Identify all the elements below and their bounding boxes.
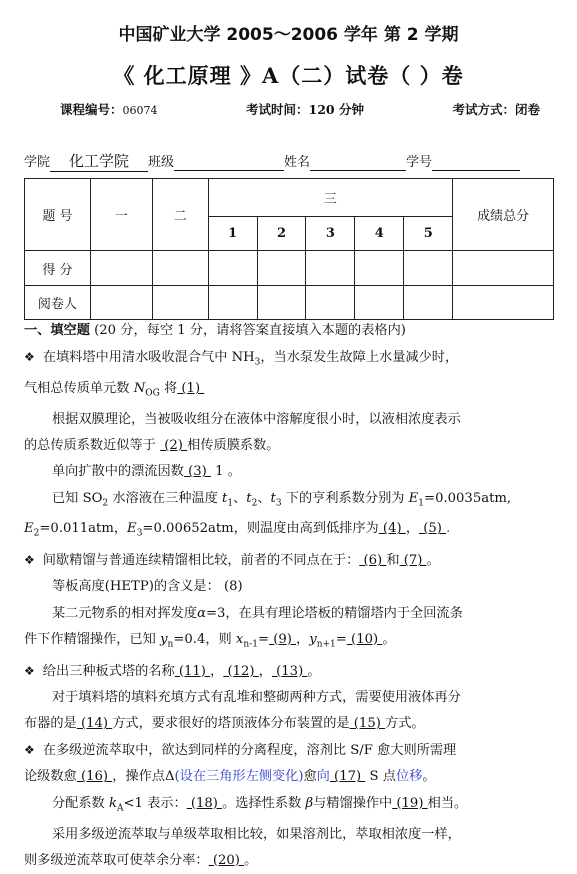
question-paragraph: 采用多级逆流萃取与单级萃取相比较，如果溶剂比，萃取相浓度一样， <box>52 826 461 842</box>
exam-title: 《 化工原理 》A（二）试卷（ ）卷 <box>113 63 464 88</box>
class-field[interactable] <box>174 155 284 171</box>
question-number-label: 题 号 <box>25 179 91 251</box>
score-table <box>24 178 554 320</box>
question-paragraph: 已知 $SO_2$ 水溶液在三种温度 $t_1$、$t_2$、$t_3$ 下的亨利系数分别为 $E_1=0.0035atm$, <box>52 490 512 509</box>
score-cell[interactable] <box>404 251 453 286</box>
grader-row-label: 阅卷人 <box>25 286 91 320</box>
question-paragraph: 某二元物系的相对挥发度α=3，在具有理论塔板的精馏塔内于全回流条 <box>52 605 463 621</box>
question-paragraph: 分配系数 $k_A<1$ 表示： (18) 。选择性系数 β与精馏操作中 (19) 相当。 <box>52 795 468 814</box>
score-cell[interactable] <box>90 251 152 286</box>
exam-time: 考试时间：120 分钟 <box>246 102 364 117</box>
question-paragraph: 的总传质系数近似等于 (2) 相传质膜系数。 <box>24 438 280 454</box>
question-paragraph: 则多级逆流萃取可使萃余分率： (20) 。 <box>24 852 258 868</box>
section-heading: 一、填空题 (20 分，每空 1 分，请将答案直接填入本题的表格内) <box>24 323 406 338</box>
score-cell[interactable] <box>257 251 306 286</box>
score-cell[interactable] <box>453 251 554 286</box>
question-paragraph: ❖ 在填料塔中用清水吸收混合气中 $NH_3$，当水泵发生故障上水量减少时， <box>24 350 459 368</box>
question-paragraph: 布器的是 (14) 方式，要求很好的塔顶液体分布装置的是 (15) 方式。 <box>24 716 425 732</box>
grader-cell[interactable] <box>90 286 152 320</box>
question-paragraph: 对于填料塔的填料充填方式有乱堆和整砌两种方式，需要使用液体再分 <box>52 689 461 705</box>
question-paragraph: 件下作精馏操作，已知 $y_n=0.4$，则 $x_{n-1}= (9)$ ，$y_{n+1}= (10)$ 。 <box>24 631 396 650</box>
question-body <box>24 318 554 874</box>
bullet-icon: ❖ <box>24 553 35 568</box>
grader-cell[interactable] <box>453 286 554 320</box>
question-paragraph: $E_2=0.011atm$，$E_3=0.00652atm$，则温度由高到低排序为 (4) ， (5) . <box>24 521 451 539</box>
college-field[interactable]: 化工学院 <box>50 150 148 172</box>
exam-mode: 考试方式：闭卷 <box>452 102 540 117</box>
student-info-line: 学院 化工学院 班级 姓名 学号 <box>24 150 554 172</box>
part-3-sub-header: 4 <box>355 217 404 251</box>
part-2-header: 二 <box>152 179 208 251</box>
score-cell[interactable] <box>152 251 208 286</box>
part-3-header: 三 <box>208 179 453 217</box>
score-cell[interactable] <box>208 251 257 286</box>
bullet-icon: ❖ <box>24 743 35 758</box>
question-paragraph: 气相总传质单元数 $N_{OG}$ 将 (1) <box>24 381 205 399</box>
score-cell[interactable] <box>306 251 355 286</box>
score-cell[interactable] <box>355 251 404 286</box>
question-paragraph: 等板高度(HETP)的含义是： (8) <box>52 579 243 595</box>
question-paragraph: ❖ 在多级逆流萃取中，欲达到同样的分离程度，溶剂比 S/F 愈大则所需理 <box>24 743 457 759</box>
grader-cell[interactable] <box>257 286 306 320</box>
question-paragraph: ❖ 间歇精馏与普通连续精馏相比较，前者的不同点在于： (6) 和 (7) 。 <box>24 553 440 569</box>
university-semester-heading: 中国矿业大学 2005～2006 学年 第 2 学期 <box>118 25 459 45</box>
question-paragraph: ❖ 给出三种板式塔的名称 (11) ， (12) ， (13) 。 <box>24 663 321 679</box>
grader-cell[interactable] <box>152 286 208 320</box>
question-paragraph: 单向扩散中的漂流因数 (3) 1 。 <box>52 464 241 480</box>
bullet-icon: ❖ <box>24 663 35 678</box>
total-score-header: 成绩总分 <box>453 179 554 251</box>
question-paragraph: 论级数愈 (16) ，操作点Δ(设在三角形左侧变化)愈向 (17) S 点位移。 <box>24 769 436 785</box>
part-3-sub-header: 1 <box>208 217 257 251</box>
exam-info-row <box>60 100 540 118</box>
course-number: 课程编号：06074 <box>60 102 158 117</box>
grader-cell[interactable] <box>208 286 257 320</box>
name-field[interactable] <box>310 155 406 171</box>
grader-cell[interactable] <box>355 286 404 320</box>
score-row-label: 得 分 <box>25 251 91 286</box>
part-1-header: 一 <box>90 179 152 251</box>
part-3-sub-header: 3 <box>306 217 355 251</box>
part-3-sub-header: 5 <box>404 217 453 251</box>
bullet-icon: ❖ <box>24 350 35 365</box>
part-3-sub-header: 2 <box>257 217 306 251</box>
student-id-field[interactable] <box>432 155 520 171</box>
grader-cell[interactable] <box>404 286 453 320</box>
question-paragraph: 根据双膜理论，当被吸收组分在液体中溶解度很小时，以液相浓度表示 <box>52 411 461 427</box>
grader-cell[interactable] <box>306 286 355 320</box>
